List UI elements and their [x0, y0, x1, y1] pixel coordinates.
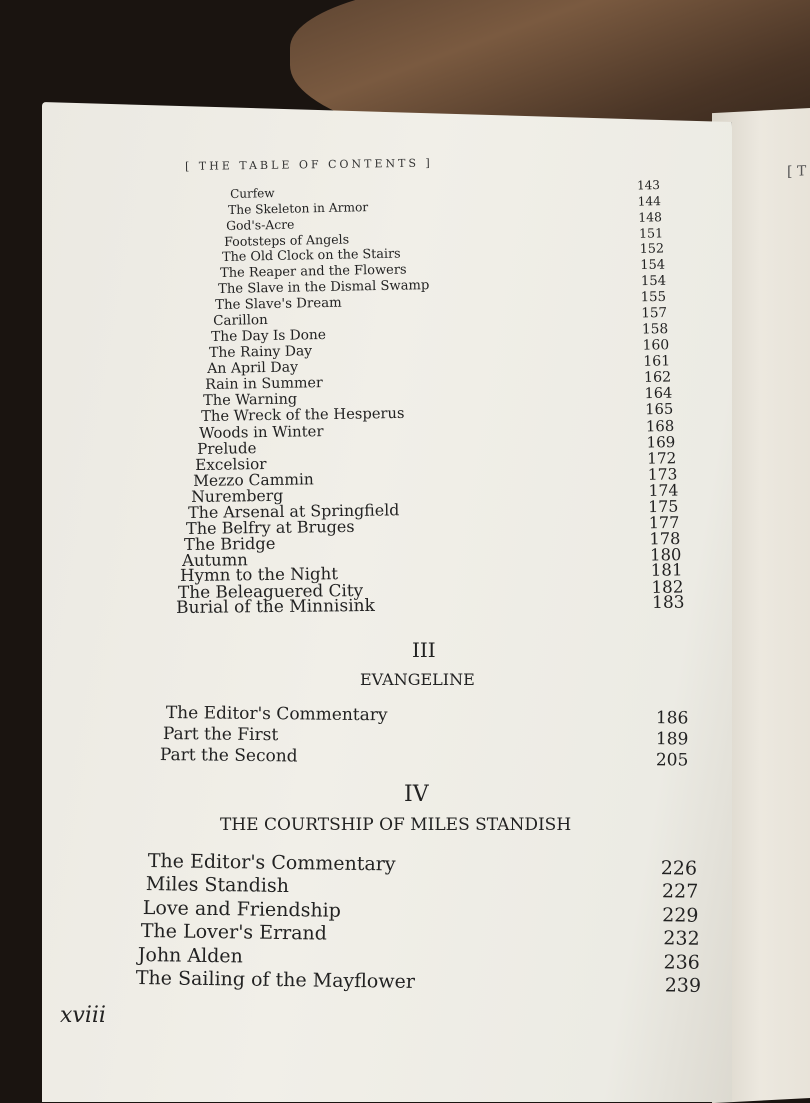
entry-page-number: 186 — [655, 708, 689, 729]
entry-title: The Wreck of the Hesperus — [200, 405, 405, 426]
facing-page-running-head: [ T — [787, 163, 807, 181]
entry-page-number: 151 — [638, 225, 663, 242]
entry-title: The Rainy Day — [209, 343, 313, 362]
entry-page-number: 162 — [643, 369, 672, 386]
entry-title: The Bridge — [184, 533, 276, 554]
entry-page-number: 143 — [636, 177, 661, 193]
running-head: [ THE TABLE OF CONTENTS ] — [185, 156, 433, 173]
section-title: EVANGELINE — [360, 670, 475, 689]
section-numeral: III — [412, 638, 436, 662]
entry-page-number: 183 — [651, 592, 685, 614]
entry-page-number: 155 — [640, 289, 667, 305]
entry-title: The Skeleton in Armor — [227, 199, 369, 217]
page-folio: xviii — [60, 1003, 106, 1028]
entry-title: Part the First — [162, 724, 279, 746]
entry-page-number: 178 — [649, 528, 681, 549]
entry-page-number: 154 — [639, 257, 665, 274]
entry-title: Miles Standish — [145, 873, 289, 898]
entry-page-number: 161 — [643, 353, 671, 370]
entry-title: The Warning — [203, 391, 298, 409]
entry-title: Carillon — [213, 312, 269, 330]
entry-title: Footsteps of Angels — [223, 231, 349, 250]
entry-title: An April Day — [207, 359, 299, 377]
entry-title: Love and Friendship — [142, 896, 342, 922]
entry-page-number: 152 — [639, 241, 664, 258]
entry-title: Excelsior — [194, 454, 267, 474]
entry-title: Burial of the Minnisink — [176, 595, 375, 618]
entry-page-number: 173 — [647, 464, 678, 484]
entry-title: John Alden — [138, 943, 244, 968]
entry-page-number: 157 — [641, 305, 668, 322]
entry-title: Nuremberg — [190, 486, 283, 507]
entry-page-number: 164 — [644, 385, 673, 402]
entry-page-number: 232 — [663, 927, 700, 950]
entry-title: Prelude — [196, 439, 257, 458]
entry-page-number: 189 — [655, 729, 689, 750]
entry-title: The Beleaguered City — [178, 580, 364, 603]
entry-page-number: 160 — [642, 337, 670, 354]
entry-title: The Editor's Commentary — [147, 850, 396, 876]
entry-title: The Arsenal at Springfield — [188, 500, 400, 523]
section-numeral: IV — [404, 782, 429, 807]
entry-page-number: 175 — [648, 496, 679, 517]
entry-title: Hymn to the Night — [180, 564, 339, 586]
entry-title: The Reaper and the Flowers — [219, 262, 407, 282]
entry-page-number: 144 — [637, 193, 662, 209]
entry-page-number: 177 — [649, 512, 680, 533]
entry-page-number: 172 — [646, 448, 677, 468]
entry-title: Rain in Summer — [205, 374, 323, 393]
entry-page-number: 158 — [642, 321, 669, 338]
entry-title: Mezzo Cammin — [192, 469, 314, 490]
entry-page-number: 229 — [662, 904, 699, 927]
entry-page-number: 174 — [647, 480, 679, 501]
entry-title: The Old Clock on the Stairs — [221, 246, 401, 266]
entry-title: The Slave's Dream — [215, 295, 343, 313]
entry-page-number: 148 — [638, 209, 662, 225]
entry-title: The Lover's Errand — [140, 920, 327, 945]
entry-page-number: 236 — [663, 950, 701, 974]
entry-title: The Slave in the Dismal Swamp — [217, 277, 430, 297]
entry-page-number: 180 — [650, 544, 682, 565]
entry-page-number: 165 — [645, 401, 674, 419]
entry-title: God's-Acre — [225, 217, 295, 233]
entry-title: Autumn — [182, 549, 249, 570]
entry-title: Woods in Winter — [198, 422, 324, 443]
entry-title: The Editor's Commentary — [165, 703, 388, 726]
entry-page-number: 239 — [664, 974, 702, 997]
entry-page-number: 154 — [640, 273, 666, 290]
entry-page-number: 181 — [650, 560, 683, 581]
entry-title: The Belfry at Bruges — [186, 516, 356, 538]
entry-page-number: 168 — [645, 417, 675, 436]
entry-page-number: 226 — [660, 857, 698, 880]
entry-page-number: 182 — [651, 576, 684, 598]
entry-title: Part the Second — [159, 745, 298, 767]
entry-page-number: 169 — [646, 432, 676, 452]
entry-title: Curfew — [230, 186, 275, 201]
entry-title: The Sailing of the Mayflower — [135, 967, 416, 993]
entry-page-number: 227 — [661, 880, 698, 904]
entry-title: The Day Is Done — [211, 327, 327, 346]
section-title: THE COURTSHIP OF MILES STANDISH — [220, 815, 572, 835]
entry-page-number: 205 — [655, 750, 689, 771]
